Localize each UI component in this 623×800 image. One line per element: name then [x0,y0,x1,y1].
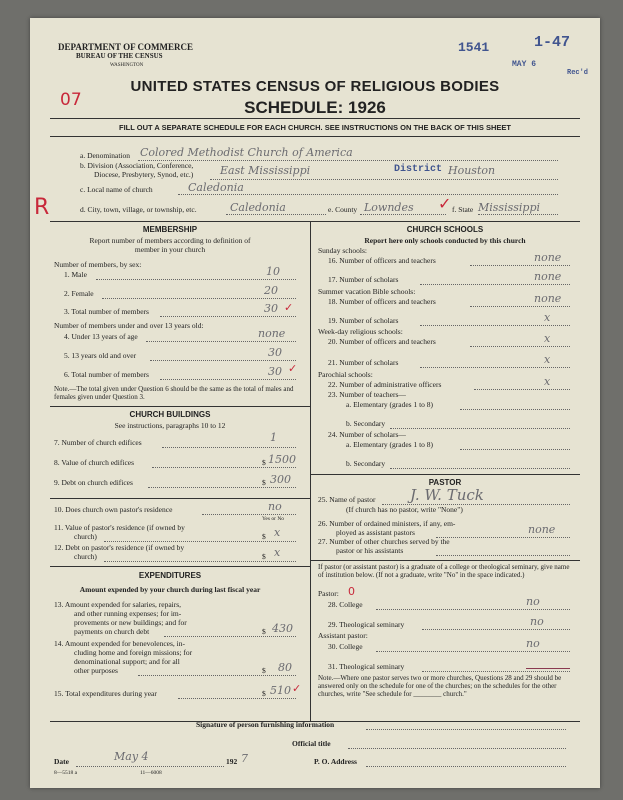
parochial-label: Parochial schools: [318,370,373,379]
fill-out-instruction: FILL OUT A SEPARATE SCHEDULE FOR EACH CHURCH. SEE INSTRUCTIONS ON THE BACK OF THIS SHEET [119,123,511,132]
county-value: Lowndes [364,201,414,214]
q21-value: x [544,353,551,366]
sunday-label: Sunday schools: [318,246,367,255]
membership-intro-2: member in your church [134,245,206,254]
q22-label: 22. Number of administrative officers [328,380,442,389]
local-name-label: c. Local name of church [80,185,153,194]
city-label: d. City, town, village, or township, etc. [80,205,197,214]
q24b-label: b. Secondary [346,459,386,468]
official-title-label: Official title [292,739,331,748]
buildings-title: CHURCH BUILDINGS [129,410,211,419]
date-label: Date [54,757,69,766]
q19-value: x [544,311,551,324]
division-value: East Mississippi [220,164,311,177]
q7-label: 7. Number of church edifices [54,438,142,447]
q3-label: 3. Total number of members [64,307,149,316]
q24a-label: a. Elementary (grades 1 to 8) [346,440,434,449]
q18-value: none [534,292,562,305]
state-value: Mississippi [478,201,540,214]
q23a-label: a. Elementary (grades 1 to 8) [346,400,434,409]
red-letter: R [34,195,50,220]
q1-value: 10 [266,265,280,278]
q13-value: 430 [272,622,293,635]
q5-value: 30 [268,346,282,359]
stamp-date: MAY 6 [512,60,537,69]
q12-label-2: church) [74,552,97,561]
q17-value: none [534,270,562,283]
department-block [58,43,193,70]
expenditures-title: EXPENDITURES [138,571,202,580]
pastor-mark: 0 [348,585,355,598]
po-address-label: P. O. Address [314,757,357,766]
q26-label-2: ployed as assistant pastors [336,528,415,537]
q25-sub: (If church has no pastor, write "None") [346,505,463,514]
q27-label: 27. Number of other churches served by the [318,537,450,546]
q14-value: 80 [278,661,292,674]
q31-strike [526,668,570,669]
q26-label: 26. Number of ordained ministers, if any, em- [318,519,456,528]
q10-value: no [268,500,282,513]
q19-label: 19. Number of scholars [328,316,399,325]
age-label: Number of members under and over 13 years old: [54,321,204,330]
district-label: District [394,164,443,175]
q12-label: 12. Debt on pastor's residence (if owned by [54,543,185,552]
expenditures-sub: Amount expended by your church during last fiscal year [79,585,261,594]
q17-label: 17. Number of scholars [328,275,399,284]
district-value: Houston [448,164,496,177]
q30-value: no [526,637,540,650]
stamp-code: 1-47 [534,34,571,51]
form-number: 8—5518 a [54,770,78,776]
q11-label: 11. Value of pastor's residence (if owned by [54,523,185,532]
summer-label: Summer vacation Bible schools: [318,287,416,296]
pastor-note: Note.—Where one pastor serves two or more churches, Questions 28 and 29 should be answered only on the schedule for one of the churches; on the schedules for the other churches, write "See schedule for ________ church." [318,674,562,698]
q22-value: x [544,375,551,388]
division-label-2: Diocese, Presbytery, Synod, etc.) [94,170,194,179]
denomination-value: Colored Methodist Church of America [140,146,353,159]
q23-label: 23. Number of teachers— [328,390,406,399]
q13-line-1: 13. Amount expended for salaries, repairs, [54,600,182,609]
q20-label: 20. Number of officers and teachers [328,337,436,346]
q28-label: 28. College [328,600,363,609]
q21-label: 21. Number of scholars [328,358,399,367]
q6-check-mark: ✓ [288,362,298,375]
q12-value: x [274,546,281,559]
q25-value: J. W. Tuck [410,486,484,504]
q6-label: 6. Total number of members [64,370,149,379]
stamp-recd: Rec'd [567,69,589,77]
q13-dollar: $ [262,627,266,636]
schedule-title: SCHEDULE: 1926 [244,98,386,117]
q11-value: x [274,526,281,539]
q8-dollar: $ [262,458,266,467]
q15-check-mark: ✓ [292,682,302,695]
q29-label: 29. Theological seminary [328,620,405,629]
q2-value: 20 [264,284,278,297]
q20-value: x [544,332,551,345]
schools-sub: Report here only schools conducted by this church [364,236,526,245]
q13-line-2: and other running expenses; for im- [74,609,182,618]
q8-label: 8. Value of church edifices [54,458,135,467]
q15-value: 510 [270,684,291,697]
q3-value: 30 [264,302,278,315]
form-title: UNITED STATES CENSUS OF RELIGIOUS BODIES [130,78,500,95]
membership-title: MEMBERSHIP [142,225,198,234]
q14-line-4: other purposes [74,666,118,675]
q14-line-3: denominational support; and for all [74,657,180,666]
pastor-label: Pastor: [318,589,339,598]
q23b-label: b. Secondary [346,419,386,428]
signature-label: Signature of person furnishing information [196,720,335,729]
q3-check-mark: ✓ [284,301,294,314]
q15-label: 15. Total expenditures during year [54,689,157,698]
q9-value: 300 [270,473,291,486]
q18-label: 18. Number of officers and teachers [328,297,436,306]
q9-label: 9. Debt on church edifices [54,478,133,487]
q4-label: 4. Under 13 years of age [64,332,138,341]
q2-label: 2. Female [64,289,94,298]
city-name: WASHINGTON [110,63,144,68]
department-name: DEPARTMENT OF COMMERCE [58,42,194,52]
census-schedule-paper [30,18,600,788]
membership-intro: Report number of members according to definition of [89,236,251,245]
q10-label: 10. Does church own pastor's residence [54,505,173,514]
q4-value: none [258,327,286,340]
bureau-name: BUREAU OF THE CENSUS [76,52,163,60]
q14-line-1: 14. Amount expended for benevolences, in- [54,639,186,648]
q11-label-2: church) [74,532,97,541]
weekday-label: Week-day religious schools: [318,327,403,336]
q29-value: no [530,615,544,628]
q14-line-2: cluding home and foreign missions; for [74,648,193,657]
q6-value: 30 [268,365,282,378]
q9-dollar: $ [262,478,266,487]
year-handwritten: 7 [241,752,248,765]
q12-dollar: $ [262,552,266,561]
graduate-note: If pastor (or assistant pastor) is a graduate of a college or theological seminary, give name of institution below. (If not a graduate, write "No" in the space indicated.) [318,563,570,579]
yes-no-hint: Yes or No [262,516,285,522]
stamp-number: 1541 [458,40,490,55]
q8-value: 1500 [268,453,296,466]
county-label: e. County [328,205,358,214]
year-label: 192 [226,757,238,766]
q11-dollar: $ [262,532,266,541]
state-label: f. State [452,205,474,214]
q31-label: 31. Theological seminary [328,662,405,671]
q30-label: 30. College [328,642,363,651]
q25-label: 25. Name of pastor [318,495,376,504]
red-code: 07 [60,90,82,110]
q14-dollar: $ [262,666,266,675]
schools-title: CHURCH SCHOOLS [406,225,484,234]
buildings-sub: See instructions, paragraphs 10 to 12 [114,421,226,430]
form-number-2: 11—6008 [140,770,162,776]
county-check-mark: ✓ [438,194,452,213]
pastor-title: PASTOR [428,478,462,487]
q28-value: no [526,595,540,608]
q24-label: 24. Number of scholars— [328,430,406,439]
q15-dollar: $ [262,689,266,698]
division-label: b. Division (Association, Conference, [80,161,194,170]
q27-label-2: pastor or his assistants [336,546,404,555]
assistant-label: Assistant pastor: [318,631,368,640]
q1-label: 1. Male [64,270,87,279]
membership-note: Note.—The total given under Question 6 should be the same as the total of males and females given under Question 3. [54,385,294,401]
city-value: Caledonia [230,201,286,214]
q13-line-4: payments on church debt [74,627,150,636]
date-value: May 4 [114,750,149,763]
q16-label: 16. Number of officers and teachers [328,256,436,265]
q13-line-3: provements or new buildings; and for [74,618,187,627]
q5-label: 5. 13 years old and over [64,351,137,360]
local-name-value: Caledonia [188,181,244,194]
denomination-label: a. Denomination [80,151,130,160]
q7-value: 1 [270,431,277,444]
by-sex-label: Number of members, by sex: [54,260,142,269]
q26-value: none [528,523,556,536]
q16-value: none [534,251,562,264]
